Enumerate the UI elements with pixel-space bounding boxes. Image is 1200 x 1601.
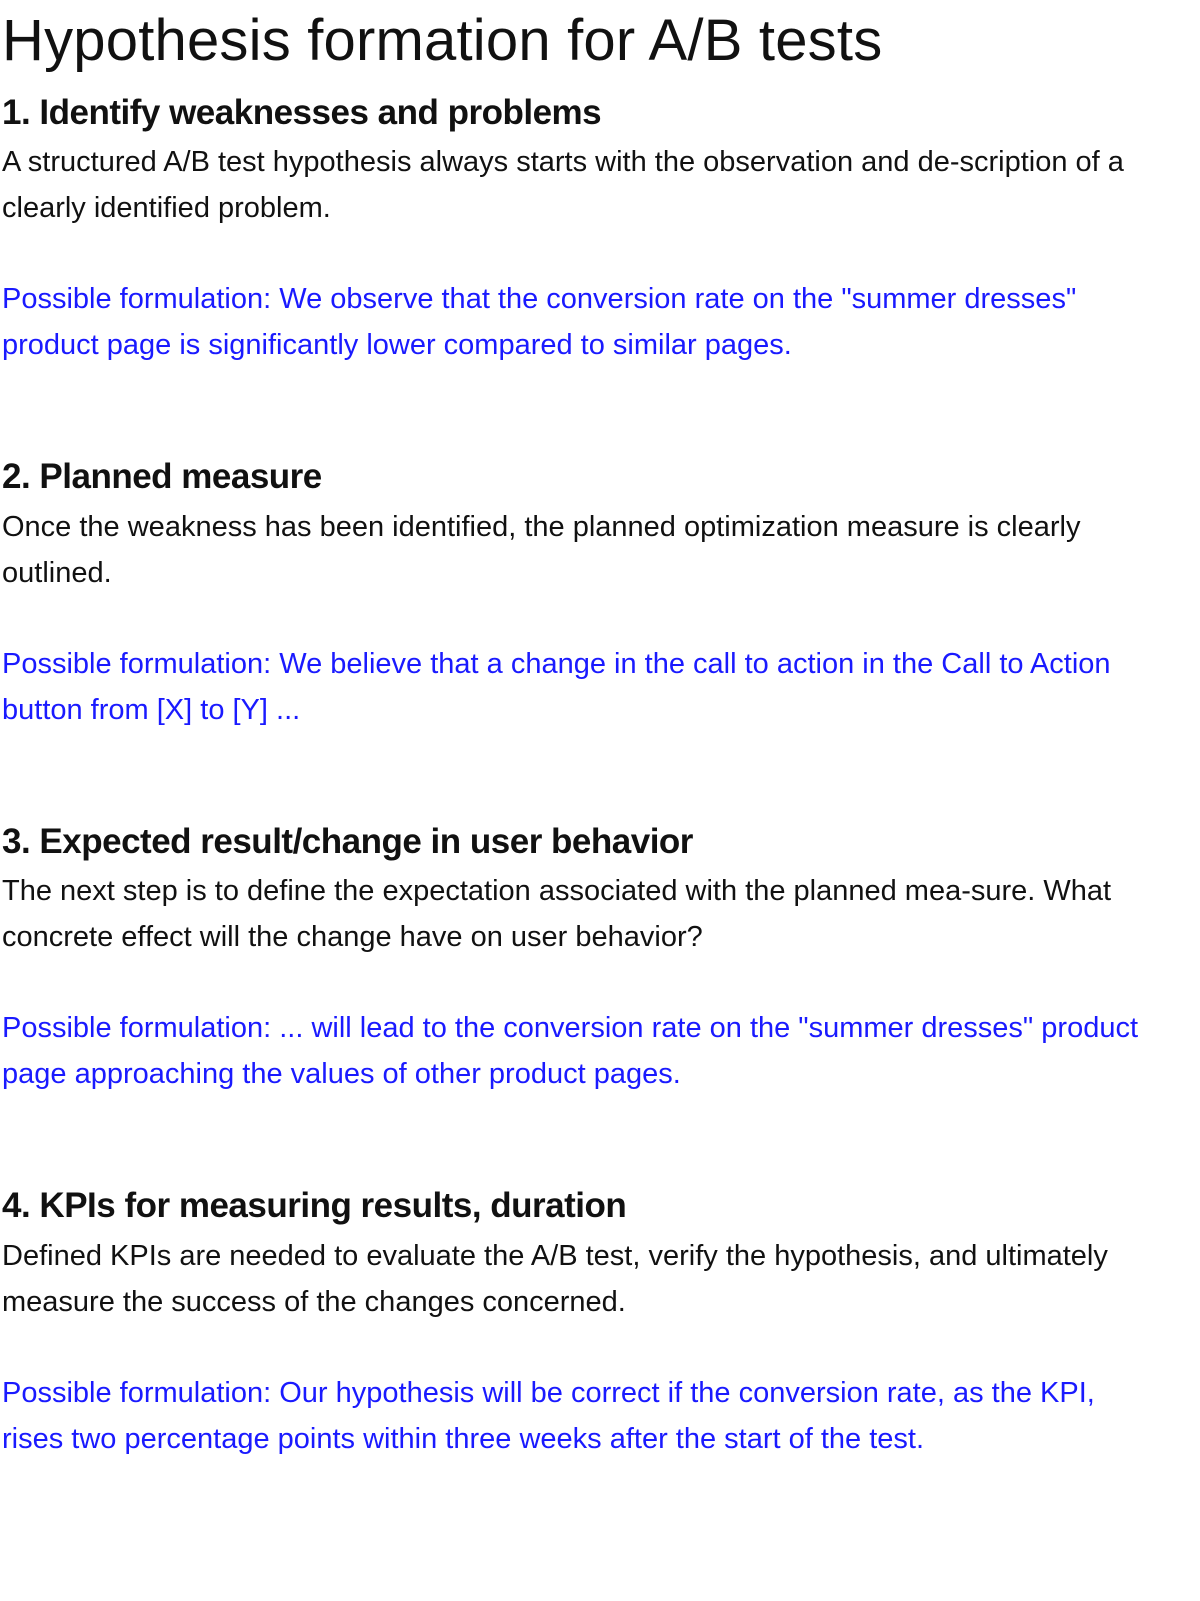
section-kpis <box>2 1183 1140 1462</box>
section-example: Possible formulation: ... will lead to the conversion rate on the "summer dresses" product page approaching the values of other product pages. <box>2 1012 1139 1091</box>
section-body: Defined KPIs are needed to evaluate the A/B test, verify the hypothesis, and ultimately measure the success of the changes concerned. <box>2 1239 1108 1318</box>
section-heading: 4. KPIs for measuring results, duration <box>2 1186 627 1226</box>
page-title: Hypothesis formation for A/B tests <box>2 8 883 73</box>
section-heading: 1. Identify weaknesses and problems <box>2 92 602 132</box>
section-planned-measure <box>2 454 1140 733</box>
section-example: Possible formulation: Our hypothesis will be correct if the conversion rate, as the KPI, rises two percentage points within three weeks after the start of the test. <box>2 1376 1095 1455</box>
section-expected-result <box>2 819 1140 1098</box>
section-heading: 2. Planned measure <box>2 457 322 497</box>
section-identify-weaknesses <box>2 90 1140 369</box>
section-body: The next step is to define the expectation associated with the planned mea-sure. What concrete effect will the change have on user behavior? <box>2 875 1112 954</box>
section-body: Once the weakness has been identified, the planned optimization measure is clearly outlined. <box>2 510 1081 589</box>
section-body: A structured A/B test hypothesis always starts with the observation and de-scription of a clearly identified problem. <box>2 146 1124 225</box>
document-page <box>0 6 1200 1601</box>
section-example: Possible formulation: We observe that the conversion rate on the "summer dresses" product page is significantly lower compared to similar pages. <box>2 283 1077 362</box>
section-heading: 3. Expected result/change in user behavior <box>2 821 693 861</box>
section-example: Possible formulation: We believe that a change in the call to action in the Call to Action button from [X] to [Y] ... <box>2 647 1111 726</box>
